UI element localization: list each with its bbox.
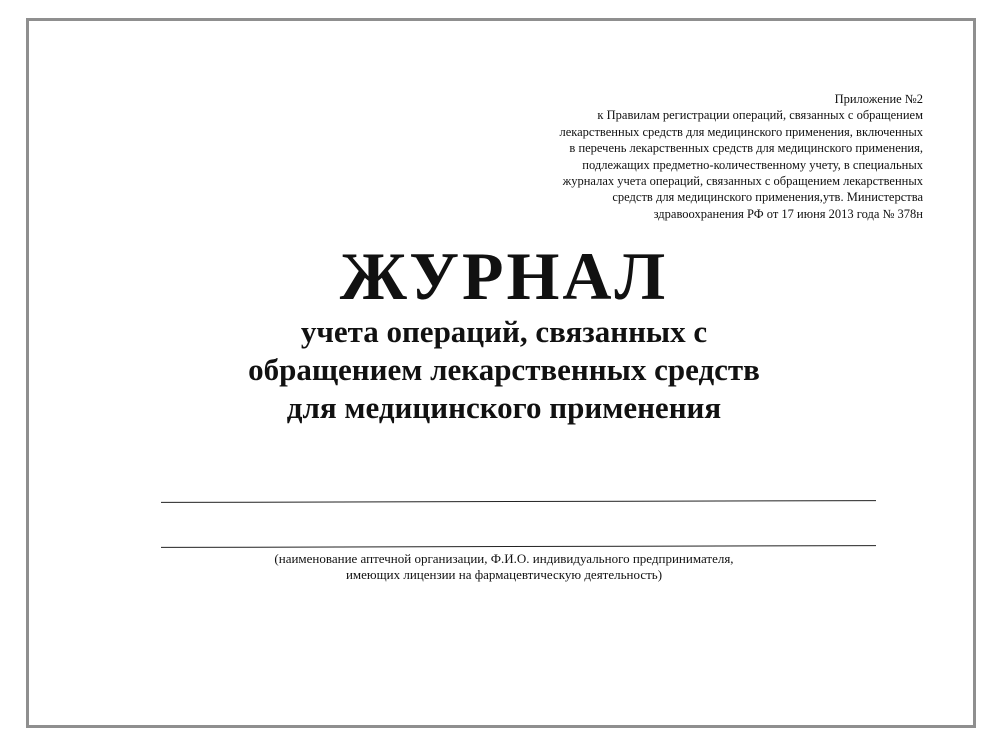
document-subtitle bbox=[29, 313, 979, 427]
caption-line: имеющих лицензии на фармацевтическую деятельность) bbox=[345, 567, 663, 582]
appendix-line: средств для медицинского применения,утв. Министерства bbox=[612, 190, 923, 205]
document-cover bbox=[26, 18, 976, 728]
document-title: ЖУРНАЛ bbox=[339, 238, 669, 314]
appendix-line: к Правилам регистрации операций, связанных с обращением bbox=[597, 108, 923, 123]
appendix-line: журналах учета операций, связанных с обращением лекарственных bbox=[562, 174, 923, 189]
appendix-line: в перечень лекарственных средств для медицинского применения, bbox=[569, 141, 923, 156]
organization-caption bbox=[29, 551, 979, 583]
fill-in-line bbox=[161, 500, 876, 503]
subtitle-line: для медицинского применения bbox=[286, 390, 722, 425]
appendix-line: лекарственных средств для медицинского применения, включенных bbox=[559, 124, 923, 139]
subtitle-line: учета операций, связанных с bbox=[300, 314, 708, 349]
appendix-line: здравоохранения РФ от 17 июня 2013 года № 378н bbox=[653, 206, 923, 221]
appendix-note bbox=[503, 91, 923, 222]
subtitle-line: обращением лекарственных средств bbox=[248, 352, 760, 387]
appendix-line: подлежащих предметно-количественному учету, в специальных bbox=[582, 157, 923, 172]
caption-line: (наименование аптечной организации, Ф.И.О. индивидуального предпринимателя, bbox=[274, 551, 734, 566]
appendix-line: Приложение №2 bbox=[834, 92, 923, 106]
fill-in-line bbox=[161, 545, 876, 548]
